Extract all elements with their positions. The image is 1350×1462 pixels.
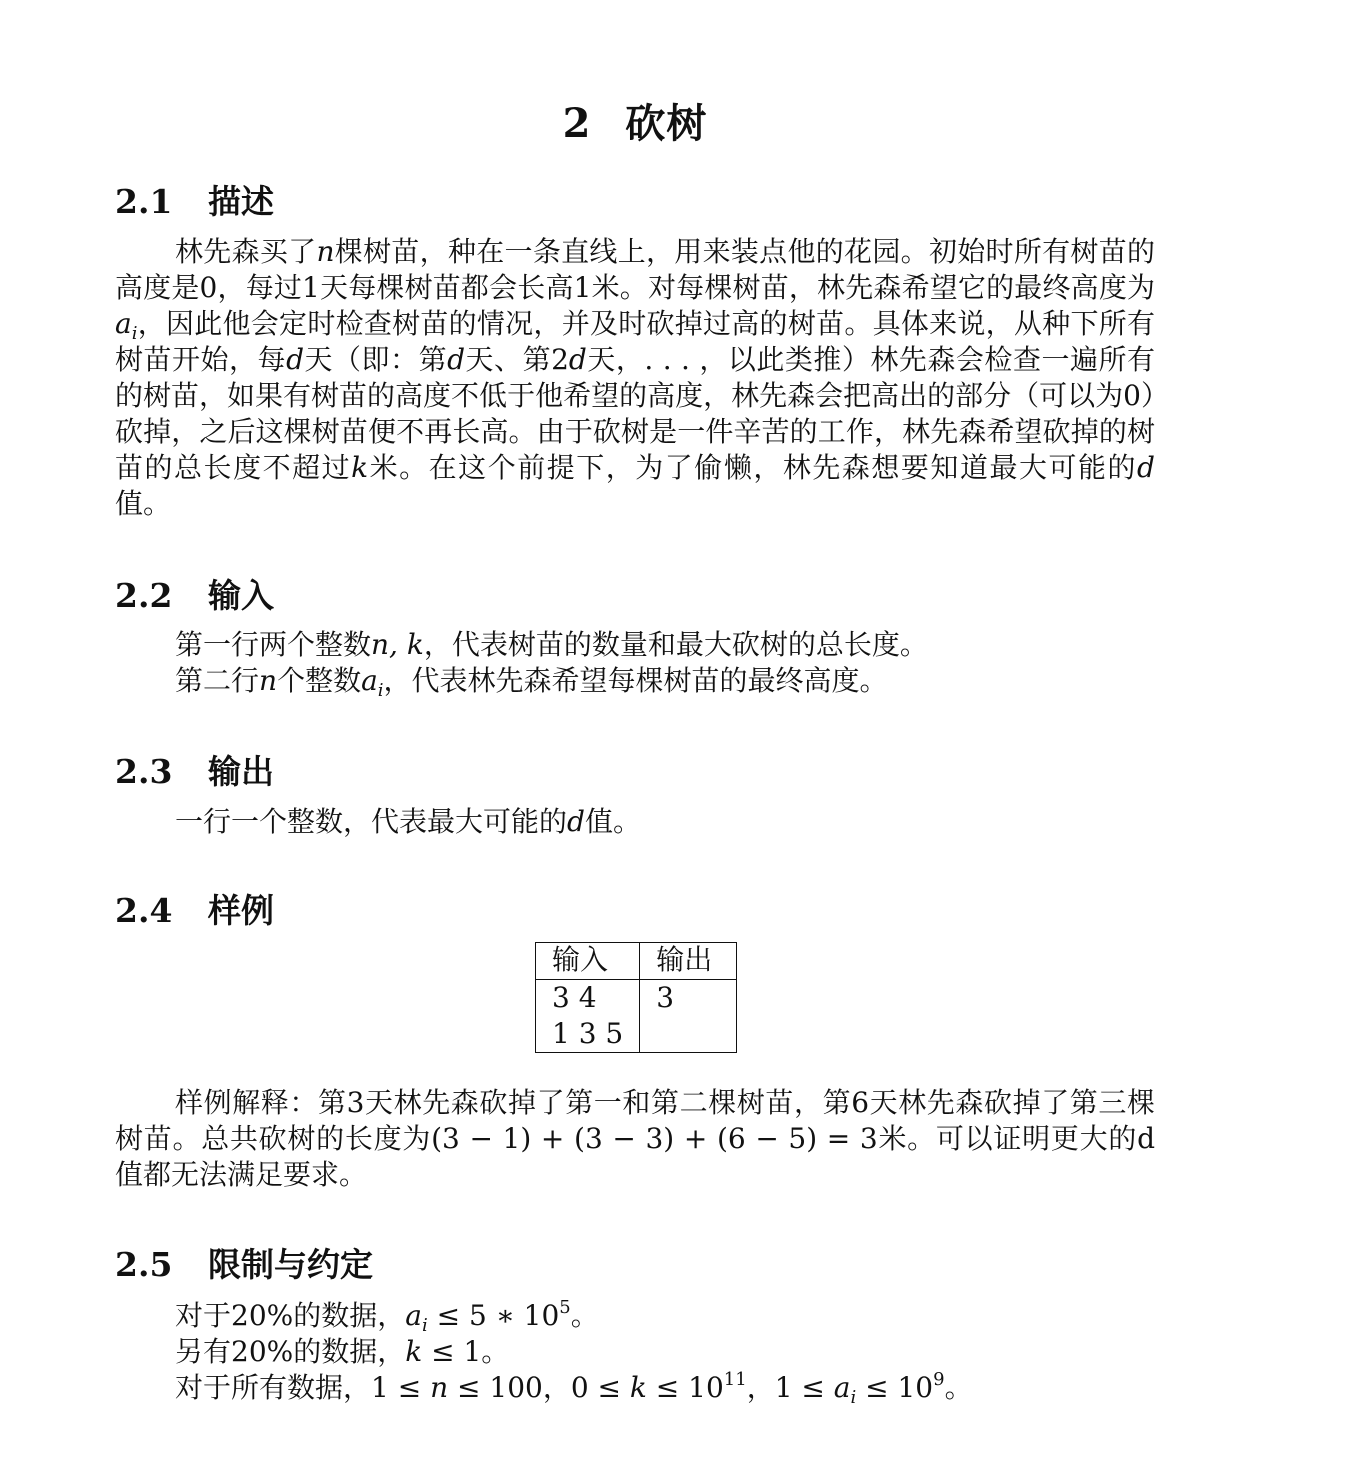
title-text: 砍树 xyxy=(625,100,708,147)
section-heading-sample: 2.4 样例 xyxy=(115,891,274,930)
page-title xyxy=(115,92,1155,149)
section-heading-description: 2.1 描述 xyxy=(115,182,274,221)
sample-header-input: 输入 xyxy=(536,943,640,980)
sample-input-cell xyxy=(536,980,640,1053)
section-heading-limits: 2.5 限制与约定 xyxy=(115,1245,373,1284)
sample-input-line-2: 1 3 5 xyxy=(552,1017,624,1050)
sample-output-cell xyxy=(640,980,737,1053)
description-paragraph: 林先森买了n棵树苗，种在一条直线上，用来装点他的花园。初始时所有树苗的高度是0，每过1天每棵树苗都会长高1米。对每棵树苗，林先森希望它的最终高度为$a_i$，因此他会定时检查树苗的情况，并及时砍掉过高的树苗。具体来说，从种下所有树苗开始，每d天（即：第d天、第2d天，. . . ，以此类推）林先森会检查一遍所有的树苗，如果有树苗的高度不低于他希望的高度，林先森会把高出的部分（可以为0）砍掉，之后这棵树苗便不再长高。由于砍树是一件辛苦的工作，林先森希望砍掉的树苗的总长度不超过k米。在这个前提下，为了偷懒，林先森想要知道最大可能的d值。 xyxy=(115,235,1155,520)
sample-output-line-1: 3 xyxy=(656,981,675,1014)
input-line-2: 第二行n个整数$a_i$，代表林先森希望每棵树苗的最终高度。 xyxy=(175,664,888,701)
sample-table xyxy=(535,942,737,1053)
limits-line-3: 对于所有数据，1 ≤ n ≤ 100，$0 \le k \le 10^{11}$，$1 \le a_i \le 10^9$。 xyxy=(175,1369,973,1408)
limits-line-1: 对于20%的数据，$a_i \le 5$ ∗ $10^5$。 xyxy=(175,1297,599,1336)
sample-explanation: 样例解释：第3天林先森砍掉了第一和第二棵树苗，第6天林先森砍掉了第三棵树苗。总共砍树的长度为(3 − 1) + (3 − 3) + (6 − 5) = 3米。可以证明更大的d值都无法满足要求。 xyxy=(115,1086,1155,1191)
limits-line-2: 另有20%的数据，k ≤ 1。 xyxy=(175,1335,510,1368)
sample-table-row xyxy=(536,980,737,1053)
sample-header-output: 输出 xyxy=(640,943,737,980)
section-heading-output: 2.3 输出 xyxy=(115,752,274,791)
sample-input-line-1: 3 4 xyxy=(552,981,597,1014)
output-line: 一行一个整数，代表最大可能的d值。 xyxy=(175,805,641,838)
section-heading-input: 2.2 输入 xyxy=(115,576,274,615)
input-line-1: 第一行两个整数n, k，代表树苗的数量和最大砍树的总长度。 xyxy=(175,628,928,661)
sample-table-header-row xyxy=(536,943,737,980)
title-number: 2 xyxy=(562,100,592,147)
